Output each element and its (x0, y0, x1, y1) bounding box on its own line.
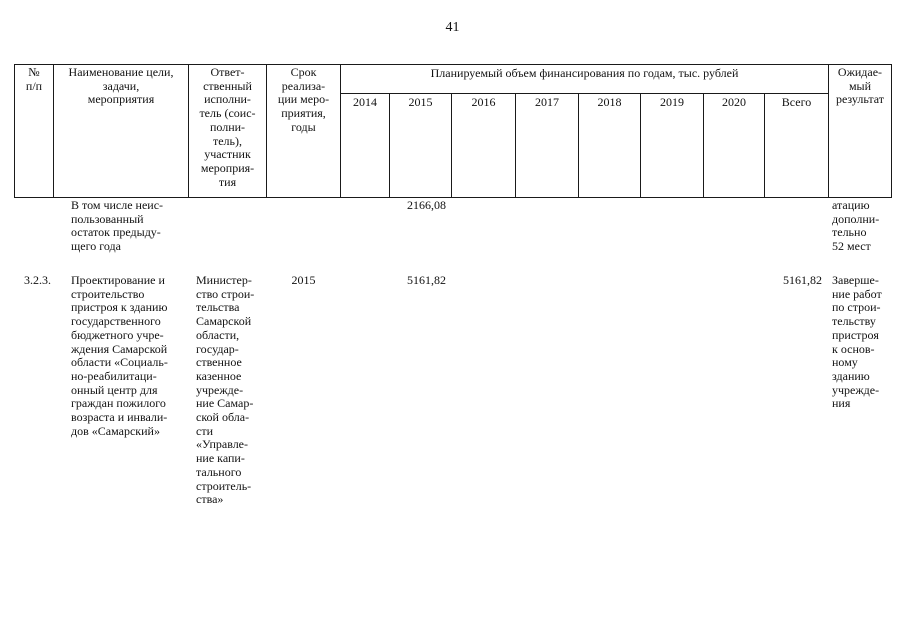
row-name: Проектирование и строительство пристроя к зданию государственного бюджетного учре- ждения Самарской области «Социаль- но-реабилитаци- онный центр для граждан пожилого возраста и инвали- дов «Самарский» (71, 273, 168, 438)
header-year-2016: 2016 (471, 95, 496, 109)
header-year-2015: 2015 (408, 95, 433, 109)
row-result: атацию дополни- тельно 52 мест (832, 198, 880, 254)
row-executor: Министер- ство строи- тельства Самарской области, государ- ственное казенное учрежде- ние Самар- ской обла- сти «Управле- ние капи- тального строитель- ства» (196, 273, 255, 507)
row-num: 3.2.3. (24, 273, 51, 287)
years-header-border (340, 93, 828, 94)
row-value-2015: 5161,82 (407, 273, 446, 287)
header-year-2017: 2017 (535, 95, 559, 109)
header-year-2020: 2020 (722, 95, 746, 109)
row-value-2015: 2166,08 (407, 198, 446, 212)
row-name: В том числе неис- пользованный остаток предыду- щего года (71, 198, 164, 254)
table-right-border (891, 64, 892, 198)
header-year-2019: 2019 (660, 95, 684, 109)
row-value-total: 5161,82 (783, 273, 822, 287)
header-year-2014: 2014 (353, 95, 377, 109)
page-number: 41 (445, 20, 460, 35)
row-result: Заверше- ние работ по строи- тельству пристроя к основ- ному зданию учрежде- ния (832, 273, 882, 411)
header-year-2018: 2018 (597, 95, 622, 109)
header-num: № п/п (25, 65, 43, 93)
header-term: Срок реализа- ции меро- приятия, годы (277, 65, 330, 134)
header-result: Ожидае- мый результат (835, 65, 885, 107)
header-name: Наименование цели, задачи, мероприятия (68, 65, 174, 107)
header-executor: Ответ- ственный исполни- тель (соис- полни- тель), участник мероприя- тия (199, 65, 256, 189)
col-divider-term (340, 64, 341, 198)
row-term: 2015 (291, 273, 316, 287)
header-total: Всего (781, 95, 812, 109)
header-financing: Планируемый объем финансирования по годам, тыс. рублей (430, 66, 739, 80)
